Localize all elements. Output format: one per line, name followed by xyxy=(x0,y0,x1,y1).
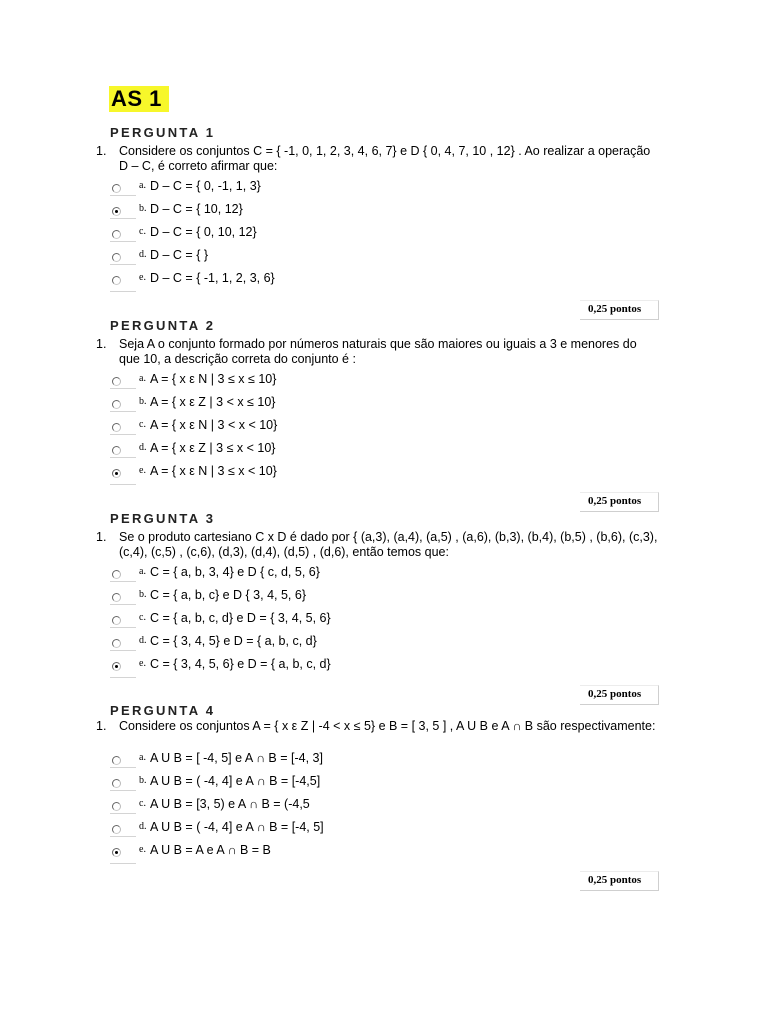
divider xyxy=(110,195,136,196)
divider xyxy=(110,813,136,814)
score-label: 0,25 pontos xyxy=(588,874,642,886)
divider xyxy=(110,581,136,582)
score-label: 0,25 pontos xyxy=(588,688,642,700)
option-e[interactable] xyxy=(110,843,610,865)
radio-button[interactable] xyxy=(112,253,121,262)
option-text: A U B = [ -4, 5] e A ∩ B = [-4, 3] xyxy=(150,751,323,765)
question-number: 1. xyxy=(96,719,107,733)
question-heading: PERGUNTA 1 xyxy=(110,125,216,140)
option-text: D – C = { -1, 1, 2, 3, 6} xyxy=(150,271,275,285)
divider xyxy=(110,218,136,219)
option-text: C = { a, b, c, d} e D = { 3, 4, 5, 6} xyxy=(150,611,331,625)
option-e[interactable] xyxy=(110,657,610,679)
option-letter: a. xyxy=(139,752,146,763)
option-b[interactable] xyxy=(110,774,610,796)
divider xyxy=(110,677,136,678)
radio-button[interactable] xyxy=(112,276,121,285)
option-letter: e. xyxy=(139,844,146,855)
option-text: C = { 3, 4, 5} e D = { a, b, c, d} xyxy=(150,634,317,648)
option-text: A = { x ε Z | 3 ≤ x < 10} xyxy=(150,441,276,455)
divider xyxy=(110,291,136,292)
option-text: A = { x ε N | 3 ≤ x ≤ 10} xyxy=(150,372,277,386)
option-letter: c. xyxy=(139,612,146,623)
radio-button[interactable] xyxy=(112,570,121,579)
option-letter: a. xyxy=(139,180,146,191)
question-text: Considere os conjuntos A = { x ε Z | -4 < x ≤ 5} e B = [ 3, 5 ] , A U B e A ∩ B são respectivamente: xyxy=(119,719,656,733)
option-letter: c. xyxy=(139,226,146,237)
divider xyxy=(110,863,136,864)
option-b[interactable] xyxy=(110,395,610,417)
option-letter: d. xyxy=(139,635,147,646)
option-a[interactable] xyxy=(110,179,610,201)
option-letter: e. xyxy=(139,272,146,283)
divider xyxy=(110,650,136,651)
option-c[interactable] xyxy=(110,797,610,819)
option-c[interactable] xyxy=(110,418,610,440)
radio-button[interactable] xyxy=(112,230,121,239)
option-letter: c. xyxy=(139,798,146,809)
page-title: AS 1 xyxy=(109,86,169,112)
option-letter: b. xyxy=(139,589,147,600)
option-b[interactable] xyxy=(110,202,610,224)
question-heading: PERGUNTA 3 xyxy=(110,511,216,526)
option-text: C = { a, b, c} e D { 3, 4, 5, 6} xyxy=(150,588,307,602)
option-text: A = { x ε N | 3 < x < 10} xyxy=(150,418,278,432)
radio-button[interactable] xyxy=(112,825,121,834)
option-d[interactable] xyxy=(110,248,610,270)
option-d[interactable] xyxy=(110,441,610,463)
option-text: D – C = { } xyxy=(150,248,209,262)
radio-button[interactable] xyxy=(112,184,121,193)
question-text: Se o produto cartesiano C x D é dado por { (a,3), (a,4), (a,5) , (a,6), (b,3), (b,4), (b,5) , (b,6), (c,3), (c,4), (c,5) , (c,6), (d,3), (d,4), (d,5) , (d,6), então temos que: xyxy=(119,530,658,559)
option-letter: a. xyxy=(139,373,146,384)
option-e[interactable] xyxy=(110,464,610,486)
question-number: 1. xyxy=(96,530,107,544)
radio-button-selected[interactable] xyxy=(112,207,121,216)
option-letter: d. xyxy=(139,249,147,260)
question-text: Seja A o conjunto formado por números naturais que são maiores ou iguais a 3 e menores do que 10, a descrição correta do conjunto é : xyxy=(119,337,637,366)
option-letter: c. xyxy=(139,419,146,430)
option-letter: a. xyxy=(139,566,146,577)
divider xyxy=(110,767,136,768)
divider xyxy=(110,411,136,412)
radio-button-selected[interactable] xyxy=(112,662,121,671)
option-letter: b. xyxy=(139,775,147,786)
divider xyxy=(110,457,136,458)
option-text: D – C = { 10, 12} xyxy=(150,202,243,216)
option-b[interactable] xyxy=(110,588,610,610)
score-label: 0,25 pontos xyxy=(588,303,642,315)
option-letter: e. xyxy=(139,465,146,476)
option-letter: d. xyxy=(139,821,147,832)
option-text: C = { 3, 4, 5, 6} e D = { a, b, c, d} xyxy=(150,657,331,671)
option-text: A = { x ε N | 3 ≤ x < 10} xyxy=(150,464,277,478)
divider xyxy=(110,388,136,389)
divider xyxy=(110,241,136,242)
radio-button[interactable] xyxy=(112,446,121,455)
option-text: A U B = [3, 5) e A ∩ B = (-4,5 xyxy=(150,797,310,811)
option-text: C = { a, b, 3, 4} e D { c, d, 5, 6} xyxy=(150,565,320,579)
radio-button[interactable] xyxy=(112,639,121,648)
option-text: D – C = { 0, 10, 12} xyxy=(150,225,257,239)
divider xyxy=(110,790,136,791)
option-a[interactable] xyxy=(110,751,610,773)
radio-button[interactable] xyxy=(112,377,121,386)
option-letter: e. xyxy=(139,658,146,669)
question-text: Considere os conjuntos C = { -1, 0, 1, 2, 3, 4, 6, 7} e D { 0, 4, 7, 10 , 12} . Ao realizar a operação D – C, é correto afirmar que: xyxy=(119,144,651,173)
divider xyxy=(110,264,136,265)
option-d[interactable] xyxy=(110,820,610,842)
divider xyxy=(110,484,136,485)
radio-button[interactable] xyxy=(112,802,121,811)
question-heading: PERGUNTA 2 xyxy=(110,318,216,333)
question-number: 1. xyxy=(96,144,107,158)
option-text: D – C = { 0, -1, 1, 3} xyxy=(150,179,261,193)
option-text: A U B = ( -4, 4] e A ∩ B = [-4,5] xyxy=(150,774,321,788)
divider xyxy=(110,836,136,837)
option-a[interactable] xyxy=(110,565,610,587)
radio-button[interactable] xyxy=(112,593,121,602)
score-box xyxy=(580,685,659,705)
divider xyxy=(110,627,136,628)
option-d[interactable] xyxy=(110,634,610,656)
question-heading: PERGUNTA 4 xyxy=(110,703,216,718)
radio-button[interactable] xyxy=(112,400,121,409)
radio-button-selected[interactable] xyxy=(112,469,121,478)
option-text: A U B = A e A ∩ B = B xyxy=(150,843,271,857)
option-c[interactable] xyxy=(110,611,610,633)
divider xyxy=(110,604,136,605)
score-box xyxy=(580,492,659,512)
radio-button-selected[interactable] xyxy=(112,848,121,857)
option-e[interactable] xyxy=(110,271,610,293)
score-box xyxy=(580,300,659,320)
option-text: A = { x ε Z | 3 < x ≤ 10} xyxy=(150,395,276,409)
option-text: A U B = ( -4, 4] e A ∩ B = [-4, 5] xyxy=(150,820,324,834)
option-c[interactable] xyxy=(110,225,610,247)
radio-button[interactable] xyxy=(112,616,121,625)
option-a[interactable] xyxy=(110,372,610,394)
option-letter: b. xyxy=(139,203,147,214)
divider xyxy=(110,434,136,435)
score-box xyxy=(580,871,659,891)
radio-button[interactable] xyxy=(112,756,121,765)
radio-button[interactable] xyxy=(112,423,121,432)
option-letter: d. xyxy=(139,442,147,453)
question-number: 1. xyxy=(96,337,107,351)
score-label: 0,25 pontos xyxy=(588,495,642,507)
option-letter: b. xyxy=(139,396,147,407)
radio-button[interactable] xyxy=(112,779,121,788)
